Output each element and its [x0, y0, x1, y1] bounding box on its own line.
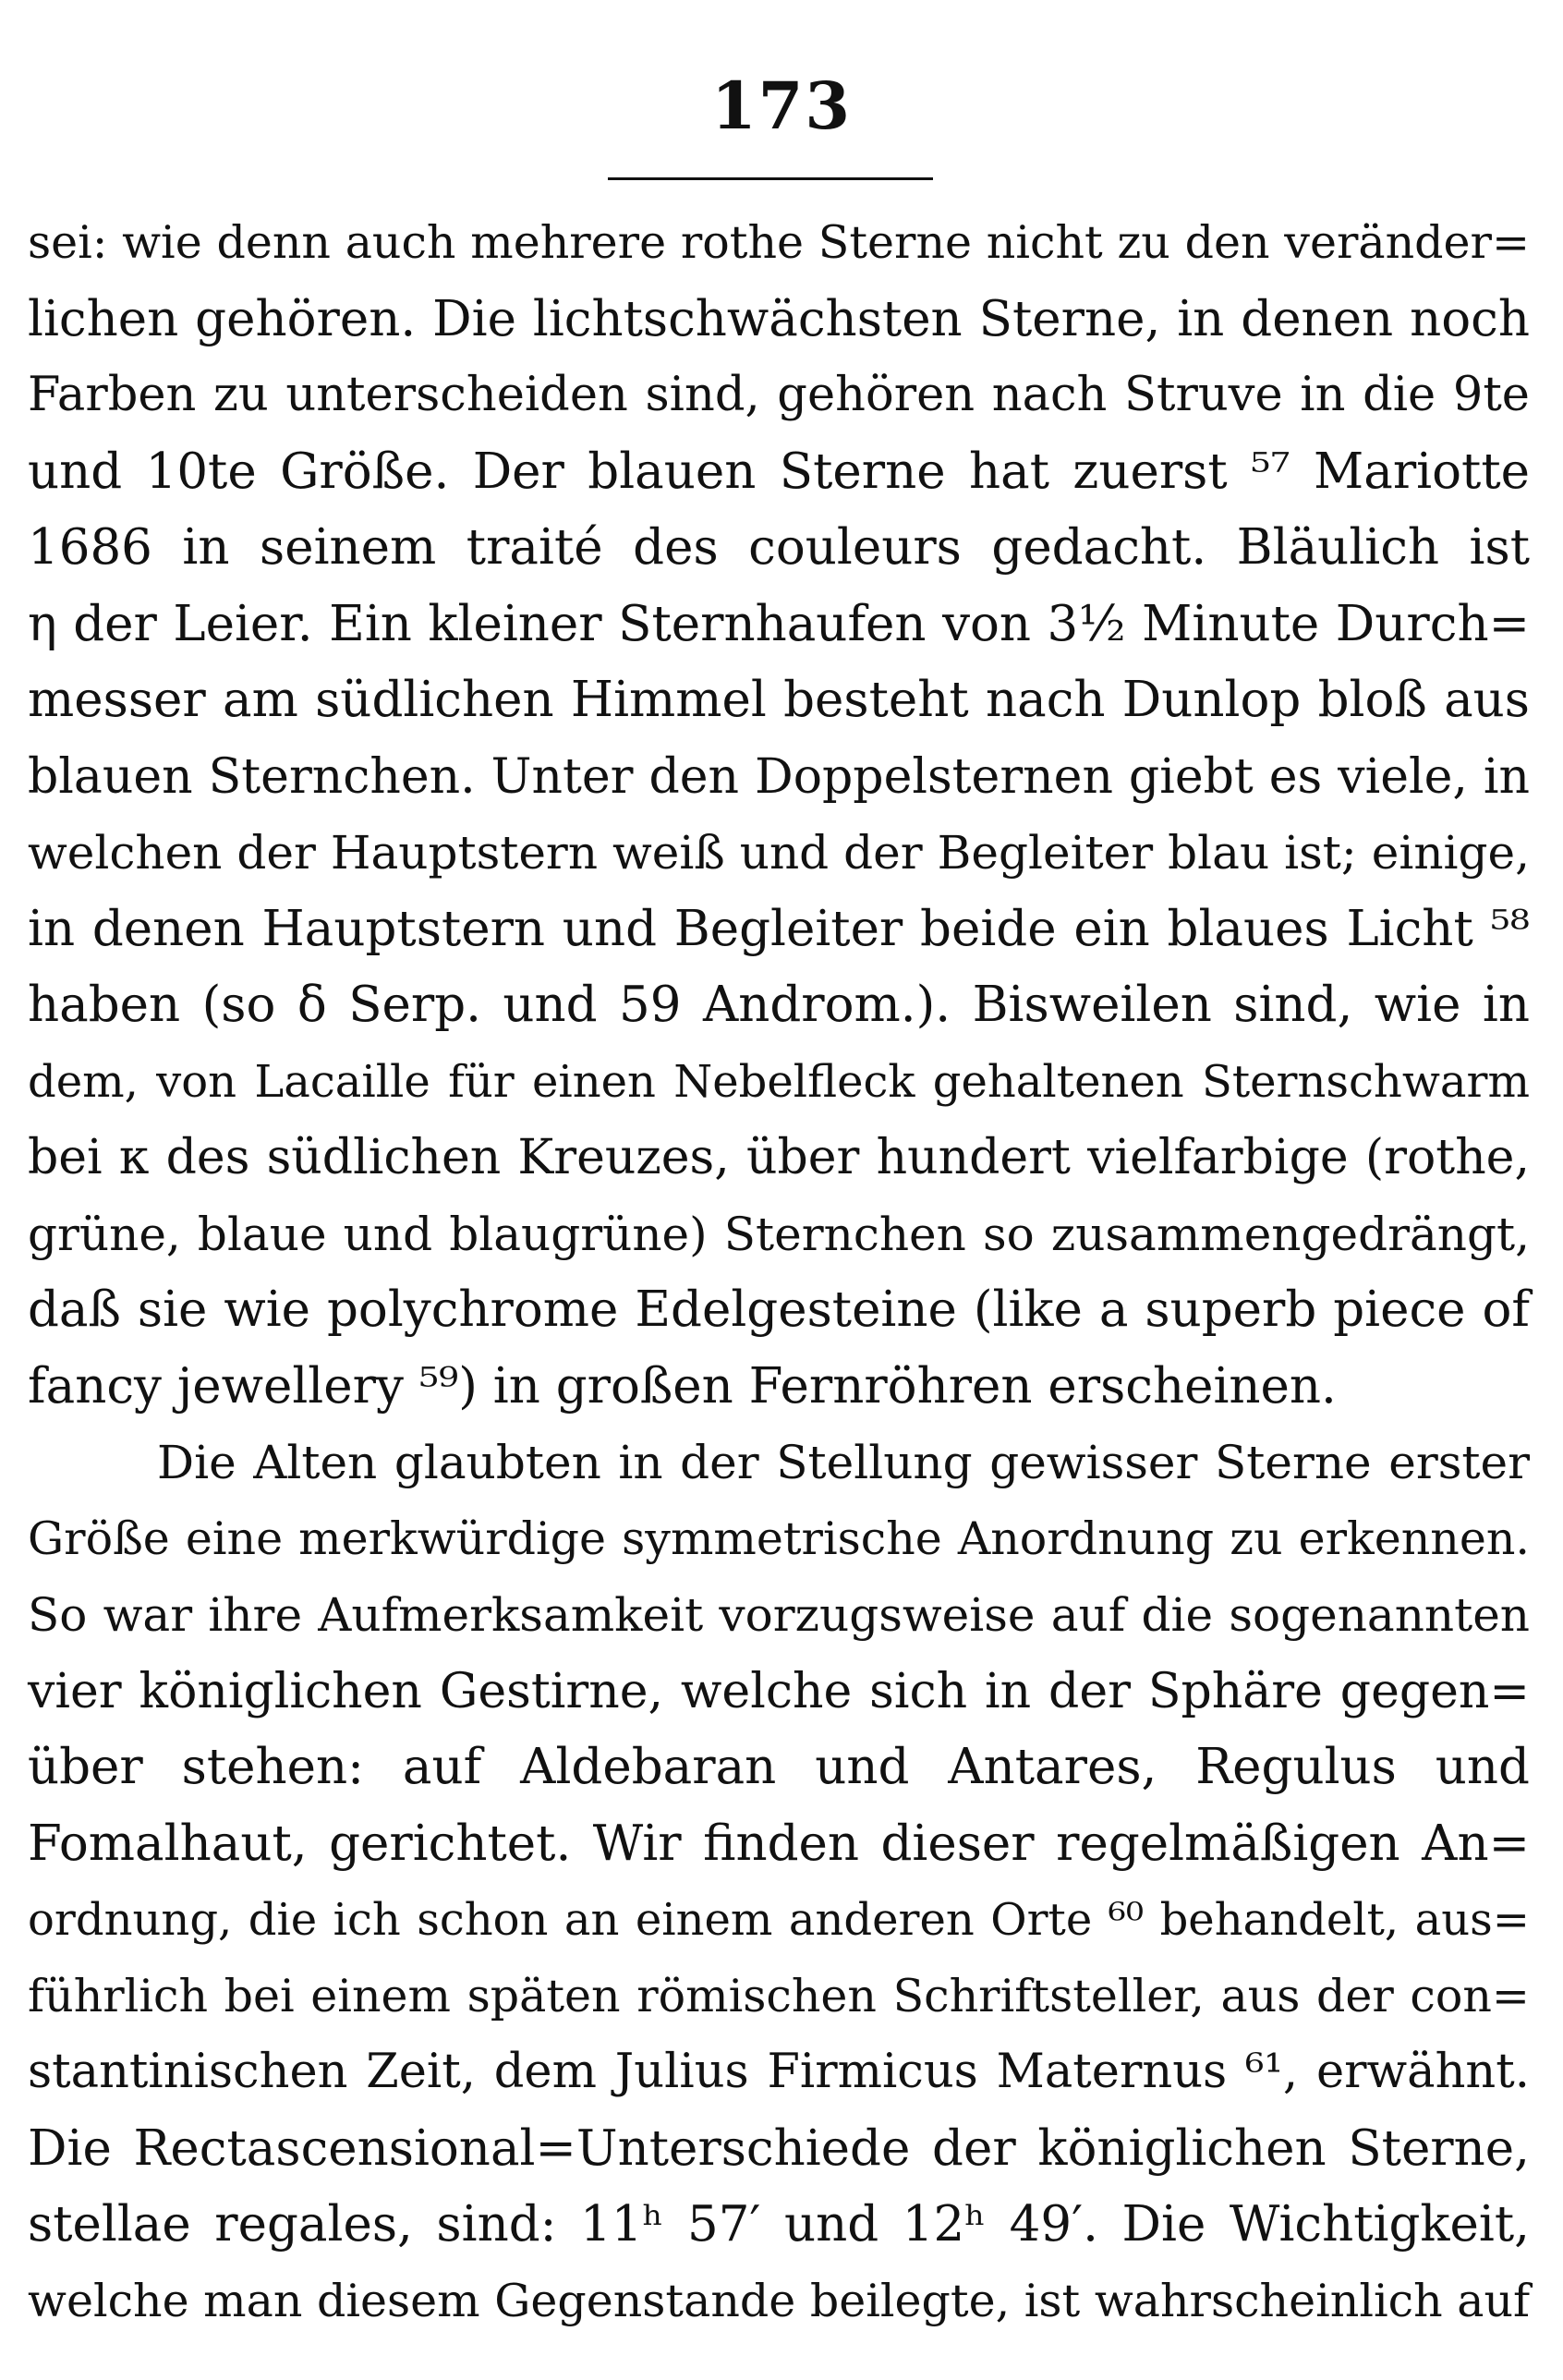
text-line: haben (so δ Serp. und 59 Androm.). Bisweilen sind, wie in — [28, 977, 1530, 1033]
text-line: daß sie wie polychrome Edelgesteine (like a superb piece of — [28, 1281, 1530, 1338]
text-line: 1686 in seinem traité des couleurs gedacht. Bläulich ist — [28, 519, 1530, 576]
text-line: in denen Hauptstern und Begleiter beide ein blaues Licht ⁵⁸ — [28, 900, 1530, 957]
text-line: dem, von Lacaille für einen Nebelfleck gehaltenen Sternschwarm — [28, 1055, 1530, 1108]
paragraph-start-line: Die Alten glaubten in der Stellung gewisser Sterne erster — [157, 1436, 1530, 1489]
text-line: führlich bei einem späten römischen Schriftsteller, aus der con= — [28, 1969, 1530, 2022]
page-number: 173 — [710, 67, 853, 144]
text-line: ordnung, die ich schon an einem anderen Orte ⁶⁰ behandelt, aus= — [28, 1894, 1530, 1946]
text-line: Farben zu unterscheiden sind, gehören nach Struve in die 9te — [28, 368, 1530, 422]
paragraph-end-line: fancy jewellery ⁵⁹) in großen Fernröhren erscheinen. — [28, 1357, 1337, 1415]
text-line: η der Leier. Ein kleiner Sternhaufen von 3½ Minute Durch= — [28, 595, 1530, 652]
text-line: vier königlichen Gestirne, welche sich in der Sphäre gegen= — [28, 1663, 1530, 1719]
body-text — [28, 205, 1530, 2339]
text-line: welchen der Hauptstern weiß und der Begleiter blau ist; einige, — [28, 826, 1530, 880]
text-line: Die Rectascensional=Unterschiede der königlichen Sterne, — [28, 2119, 1530, 2177]
text-line: lichen gehören. Die lichtschwächsten Sterne, in denen noch — [28, 290, 1530, 347]
text-line: bei κ des südlichen Kreuzes, über hundert vielfarbige (rothe, — [28, 1130, 1530, 1185]
text-line: sei: wie denn auch mehrere rothe Sterne nicht zu den veränder= — [28, 216, 1530, 269]
text-line: grüne, blaue und blaugrüne) Sternchen so zusammengedrängt, — [28, 1207, 1530, 1261]
text-line: stellae regales, sind: 11ʰ 57′ und 12ʰ 49′. Die Wichtigkeit, — [28, 2196, 1530, 2252]
text-line: blauen Sternchen. Unter den Doppelsternen giebt es viele, in — [28, 748, 1530, 805]
text-line: stantinischen Zeit, dem Julius Firmicus Maternus ⁶¹, erwähnt. — [28, 2045, 1530, 2099]
text-line: über stehen: auf Aldebaran und Antares, Regulus und — [28, 1739, 1530, 1795]
text-line: Fomalhaut, gerichtet. Wir finden dieser regelmäßigen An= — [28, 1815, 1530, 1872]
text-line: welche man diesem Gegenstande beilegte, ist wahrscheinlich auf — [28, 2274, 1531, 2327]
text-line: Größe eine merkwürdige symmetrische Anordnung zu erkennen. — [28, 1512, 1530, 1565]
text-line: So war ihre Aufmerksamkeit vorzugsweise auf die sogenannten — [28, 1588, 1530, 1642]
header-rule — [608, 177, 933, 180]
text-line: und 10te Größe. Der blauen Sterne hat zuerst ⁵⁷ Mariotte — [28, 443, 1530, 500]
text-line: messer am südlichen Himmel besteht nach Dunlop bloß aus — [28, 672, 1530, 728]
